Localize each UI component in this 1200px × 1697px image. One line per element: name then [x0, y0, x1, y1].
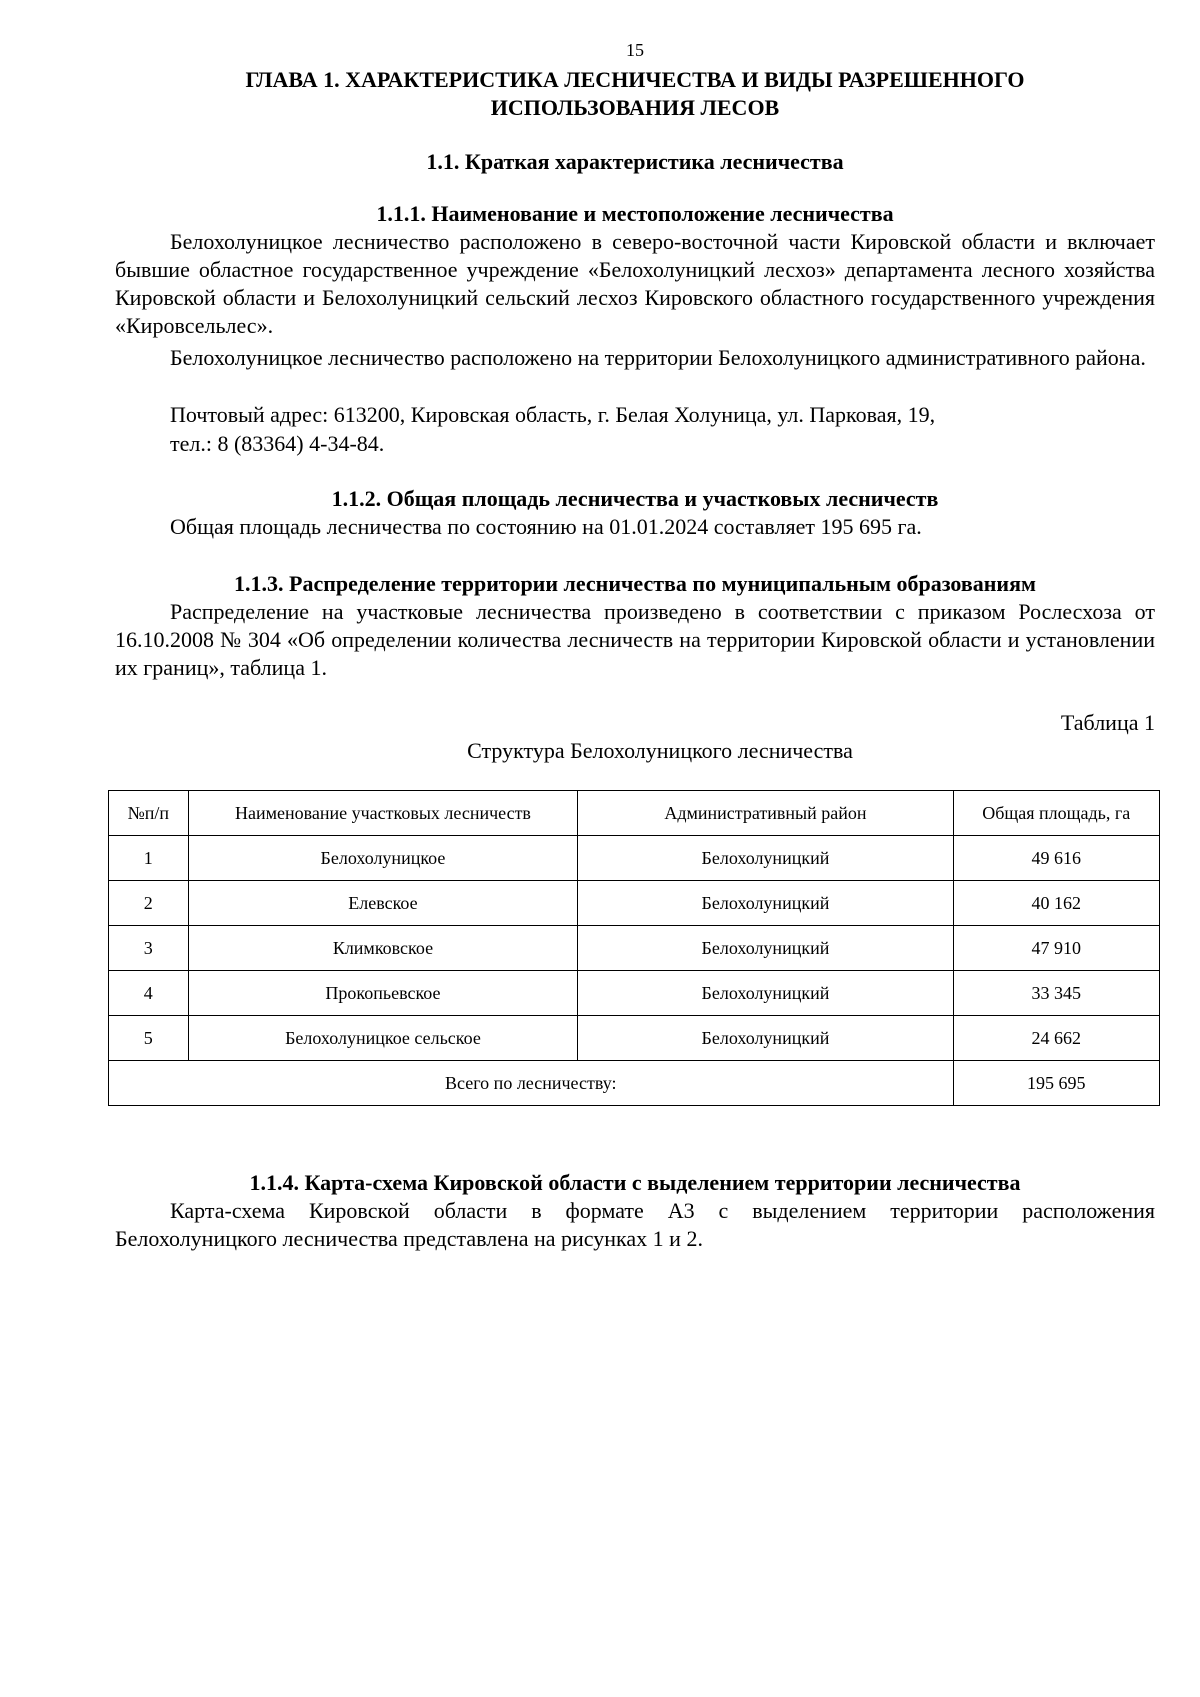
cell-number: 3 [109, 926, 189, 971]
table-label: Таблица 1 [1060, 710, 1155, 735]
table-title: Структура Белохолуницкого лесничества [467, 738, 853, 763]
table-row [109, 1016, 1160, 1061]
table-row [109, 971, 1160, 1016]
cell-area: 49 616 [953, 836, 1159, 881]
section-1-1-1-heading: 1.1.1. Наименование и местоположение лесничества [376, 201, 894, 226]
cell-forestry-name: Прокопьевское [188, 971, 578, 1016]
table-header-row [109, 791, 1160, 836]
cell-area: 24 662 [953, 1016, 1159, 1061]
phone-number: тел.: 8 (83364) 4-34-84. [170, 431, 385, 456]
cell-area: 40 162 [953, 881, 1159, 926]
cell-district: Белохолуницкий [578, 881, 953, 926]
cell-forestry-name: Белохолуницкое сельское [188, 1016, 578, 1061]
section-1-1-2-paragraph: Общая площадь лесничества по состоянию на 01.01.2024 составляет 195 695 га. [170, 514, 922, 539]
page-number: 15 [626, 40, 644, 60]
cell-forestry-name: Елевское [188, 881, 578, 926]
section-1-1-1-paragraph-2: Белохолуницкое лесничество расположено на территории Белохолуницкого административного района. [170, 345, 1146, 370]
forestry-structure-table [108, 790, 1160, 1106]
cell-number: 2 [109, 881, 189, 926]
header-number: №п/п [109, 791, 189, 836]
cell-number: 5 [109, 1016, 189, 1061]
cell-area: 47 910 [953, 926, 1159, 971]
table-row [109, 836, 1160, 881]
section-1-1-4-paragraph: Карта-схема Кировской области в формате А3 с выделением территории расположения Белохолуницкого лесничества представлена на рисунках 1 и 2. [115, 1198, 1155, 1251]
cell-district: Белохолуницкий [578, 1016, 953, 1061]
section-1-1-heading: 1.1. Краткая характеристика лесничества [426, 149, 844, 174]
total-label: Всего по лесничеству: [109, 1061, 954, 1106]
table-row [109, 926, 1160, 971]
cell-district: Белохолуницкий [578, 971, 953, 1016]
total-value: 195 695 [953, 1061, 1159, 1106]
cell-forestry-name: Белохолуницкое [188, 836, 578, 881]
section-1-1-1-paragraph-1: Белохолуницкое лесничество расположено в северо-восточной части Кировской области и включает бывшие областное государственное учреждение «Белохолуницкий лесхоз» департамента лесного хозяйства Кировской области и Белохолуницкий сельский лесхоз Кировского областного государственного учреждения «Кировсельлес». [115, 229, 1155, 338]
table-row [109, 881, 1160, 926]
header-forestry-name: Наименование участковых лесничеств [188, 791, 578, 836]
section-1-1-3-paragraph: Распределение на участковые лесничества произведено в соответствии с приказом Рослесхоза от 16.10.2008 № 304 «Об определении количества лесничеств на территории Кировской области и установлении их границ», таблица 1. [115, 599, 1155, 680]
section-1-1-3-heading: 1.1.3. Распределение территории лесничества по муниципальным образованиям [234, 571, 1036, 596]
header-district: Административный район [578, 791, 953, 836]
section-1-1-4-heading: 1.1.4. Карта-схема Кировской области с выделением территории лесничества [249, 1170, 1021, 1195]
cell-area: 33 345 [953, 971, 1159, 1016]
cell-forestry-name: Климковское [188, 926, 578, 971]
section-1-1-2-heading: 1.1.2. Общая площадь лесничества и участковых лесничеств [331, 486, 939, 511]
cell-district: Белохолуницкий [578, 926, 953, 971]
chapter-title: ГЛАВА 1. ХАРАКТЕРИСТИКА ЛЕСНИЧЕСТВА И ВИДЫ РАЗРЕШЕННОГО ИСПОЛЬЗОВАНИЯ ЛЕСОВ [245, 67, 1025, 120]
table-total-row [109, 1061, 1160, 1106]
header-area: Общая площадь, га [953, 791, 1159, 836]
cell-number: 4 [109, 971, 189, 1016]
cell-number: 1 [109, 836, 189, 881]
cell-district: Белохолуницкий [578, 836, 953, 881]
postal-address: Почтовый адрес: 613200, Кировская область, г. Белая Холуница, ул. Парковая, 19, [170, 402, 936, 427]
